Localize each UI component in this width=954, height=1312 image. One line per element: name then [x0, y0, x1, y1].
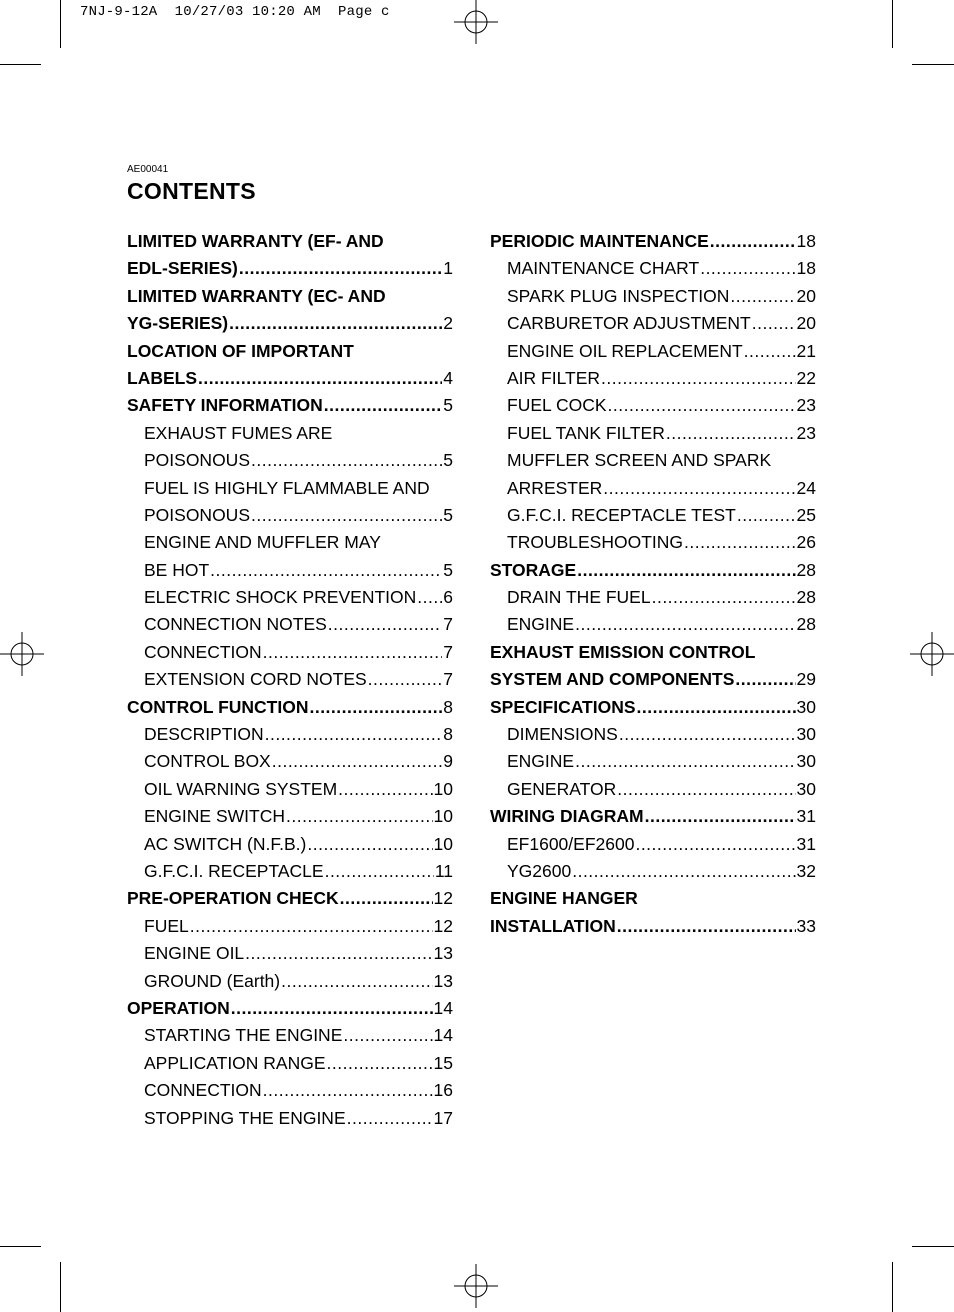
toc-entry-label: FUEL TANK FILTER: [507, 422, 665, 443]
toc-dot-leader: [263, 639, 443, 666]
toc-entry: [490, 858, 816, 885]
toc-entry: [127, 502, 453, 529]
toc-page-number: 30: [796, 778, 816, 799]
toc-left-column: [127, 228, 453, 1132]
toc-entry: [127, 803, 453, 830]
toc-entry: [127, 968, 453, 995]
toc-entry-label: ENGINE HANGER: [490, 888, 638, 909]
toc-dot-leader: [263, 1077, 433, 1104]
toc-entry-label: FUEL COCK: [507, 395, 607, 416]
crop-mark-top-right-vertical: [892, 0, 893, 48]
toc-entry: [490, 557, 816, 584]
toc-entry: [127, 666, 453, 693]
toc-entry: [490, 803, 816, 830]
crop-mark-bottom-left-horizontal: [0, 1246, 41, 1247]
toc-dot-leader: [575, 748, 795, 775]
toc-page-number: 30: [796, 696, 816, 717]
toc-dot-leader: [286, 803, 433, 830]
toc-dot-leader: [229, 310, 442, 337]
toc-entry: [490, 721, 816, 748]
toc-dot-leader: [190, 913, 433, 940]
toc-page-number: 28: [796, 559, 816, 580]
toc-dot-leader: [272, 748, 443, 775]
toc-page-number: 22: [796, 367, 816, 388]
toc-page-number: 9: [443, 751, 453, 772]
toc-entry-label: CARBURETOR ADJUSTMENT: [507, 313, 751, 334]
toc-entry: [490, 283, 816, 310]
toc-entry-label: ENGINE OIL: [144, 943, 245, 964]
toc-entry: [490, 392, 816, 419]
toc-page-number: 18: [796, 258, 816, 279]
toc-page-number: 20: [796, 313, 816, 334]
toc-dot-leader: [265, 721, 443, 748]
toc-dot-leader: [198, 365, 442, 392]
toc-entry-label: EF1600/EF2600: [507, 833, 635, 854]
toc-entry-label: YG2600: [507, 860, 572, 881]
toc-page-number: 5: [443, 504, 453, 525]
toc-entry: [127, 885, 453, 912]
toc-entry-label: CONNECTION: [144, 641, 262, 662]
toc-entry: [127, 748, 453, 775]
toc-page-number: 8: [443, 724, 453, 745]
toc-page-number: 4: [443, 367, 453, 388]
toc-entry-heading-line: [490, 639, 816, 666]
toc-dot-leader: [744, 338, 796, 365]
crop-mark-top-right-horizontal: [912, 64, 954, 65]
toc-dot-leader: [307, 831, 432, 858]
toc-page-number: 28: [796, 587, 816, 608]
toc-entry: [127, 365, 453, 392]
toc-dot-leader: [652, 584, 796, 611]
toc-entry: [490, 310, 816, 337]
toc-page-number: 15: [433, 1052, 453, 1073]
toc-entry-label: EXHAUST EMISSION CONTROL: [490, 641, 756, 662]
toc-dot-leader: [572, 858, 795, 885]
toc-entry-label: SPECIFICATIONS: [490, 696, 636, 717]
toc-page-number: 12: [433, 915, 453, 936]
crop-mark-bottom-right-vertical: [892, 1262, 893, 1312]
toc-dot-leader: [327, 1050, 433, 1077]
toc-entry-heading-line: [127, 228, 453, 255]
toc-entry-label: SYSTEM AND COMPONENTS: [490, 669, 735, 690]
toc-entry: [127, 584, 453, 611]
page-title: CONTENTS: [127, 178, 256, 204]
toc-entry-label: LOCATION OF IMPORTANT: [127, 340, 354, 361]
toc-page-number: 32: [796, 860, 816, 881]
toc-entry-label: GROUND (Earth): [144, 970, 281, 991]
toc-entry-label: STORAGE: [490, 559, 577, 580]
toc-page-number: 13: [433, 970, 453, 991]
toc-entry-label: ENGINE: [507, 614, 575, 635]
toc-page-number: 14: [433, 997, 453, 1018]
toc-page-number: 11: [434, 860, 453, 881]
toc-page-number: 2: [443, 313, 453, 334]
crop-mark-bottom-right-horizontal: [912, 1246, 954, 1247]
toc-entry-label: SPARK PLUG INSPECTION: [507, 285, 730, 306]
toc-entry: [127, 255, 453, 282]
toc-entry-label: CONTROL FUNCTION: [127, 696, 309, 717]
registration-mark-left-icon: [0, 632, 44, 676]
toc-entry: [490, 831, 816, 858]
toc-entry-heading-line: [127, 475, 453, 502]
toc-entry: [490, 694, 816, 721]
toc-entry-label: EXHAUST FUMES ARE: [144, 422, 333, 443]
toc-entry: [127, 913, 453, 940]
toc-entry: [127, 611, 453, 638]
toc-page-number: 5: [443, 450, 453, 471]
toc-entry: [490, 228, 816, 255]
toc-entry: [127, 858, 453, 885]
toc-entry: [490, 529, 816, 556]
toc-dot-leader: [735, 666, 795, 693]
toc-page-number: 18: [796, 231, 816, 251]
crop-mark-bottom-left-vertical: [60, 1262, 61, 1312]
toc-entry: [127, 694, 453, 721]
toc-dot-leader: [338, 776, 432, 803]
toc-dot-leader: [417, 584, 442, 611]
toc-dot-leader: [281, 968, 432, 995]
toc-dot-leader: [324, 392, 443, 419]
toc-entry-label: TROUBLESHOOTING: [507, 532, 683, 553]
toc-entry: [490, 475, 816, 502]
toc-dot-leader: [251, 447, 442, 474]
toc-dot-leader: [666, 420, 796, 447]
toc-page-number: 33: [796, 915, 816, 936]
toc-dot-leader: [328, 611, 442, 638]
toc-page-number: 20: [796, 285, 816, 306]
registration-mark-right-icon: [910, 632, 954, 676]
toc-dot-leader: [239, 255, 442, 282]
toc-page-number: 7: [443, 641, 453, 662]
toc-entry-label: STARTING THE ENGINE: [144, 1025, 343, 1046]
toc-entry-label: PERIODIC MAINTENANCE: [490, 231, 709, 251]
toc-entry-label: PRE-OPERATION CHECK: [127, 888, 339, 909]
toc-entry-heading-line: [127, 338, 453, 365]
toc-entry-label: INSTALLATION: [490, 915, 616, 936]
toc-entry-label: GENERATOR: [507, 778, 617, 799]
toc-entry-label: POISONOUS: [144, 450, 250, 471]
toc-entry-label: LIMITED WARRANTY (EF- AND: [127, 231, 384, 251]
toc-entry: [490, 776, 816, 803]
toc-entry: [127, 392, 453, 419]
toc-entry-heading-line: [127, 420, 453, 447]
toc-entry-label: AC SWITCH (N.F.B.): [144, 833, 307, 854]
toc-entry-label: SAFETY INFORMATION: [127, 395, 323, 416]
toc-dot-leader: [368, 666, 443, 693]
toc-page-number: 16: [433, 1080, 453, 1101]
toc-entry-label: STOPPING THE ENGINE: [144, 1107, 346, 1128]
toc-page-number: 23: [796, 422, 816, 443]
print-slug-line: 7NJ-9-12A 10/27/03 10:20 AM Page c: [80, 4, 390, 20]
toc-entry: [127, 776, 453, 803]
toc-entry-label: DRAIN THE FUEL: [507, 587, 651, 608]
toc-entry: [127, 831, 453, 858]
toc-entry-label: G.F.C.I. RECEPTACLE TEST: [507, 504, 736, 525]
crop-mark-top-left-horizontal: [0, 64, 41, 65]
toc-page-number: 24: [796, 477, 816, 498]
toc-entry: [490, 502, 816, 529]
toc-dot-leader: [617, 913, 796, 940]
toc-page-number: 30: [796, 751, 816, 772]
toc-entry-label: AIR FILTER: [507, 367, 601, 388]
toc-dot-leader: [601, 365, 796, 392]
toc-entry: [490, 255, 816, 282]
toc-dot-leader: [617, 776, 795, 803]
toc-entry: [490, 666, 816, 693]
toc-entry-label: ARRESTER: [507, 477, 603, 498]
toc-entry-label: DIMENSIONS: [507, 724, 618, 745]
toc-dot-leader: [603, 475, 795, 502]
toc-page-number: 10: [433, 806, 453, 827]
toc-page-number: 12: [433, 888, 453, 909]
toc-dot-leader: [608, 392, 796, 419]
toc-page-number: 5: [443, 559, 453, 580]
toc-entry-heading-line: [127, 283, 453, 310]
toc-entry: [490, 338, 816, 365]
toc-page-number: 25: [796, 504, 816, 525]
toc-page-number: 1: [443, 258, 453, 279]
toc-entry: [127, 310, 453, 337]
toc-entry-label: FUEL IS HIGHLY FLAMMABLE AND: [144, 477, 430, 498]
toc-entry-label: YG-SERIES): [127, 313, 229, 334]
toc-dot-leader: [619, 721, 796, 748]
toc-dot-leader: [325, 858, 434, 885]
toc-dot-leader: [251, 502, 442, 529]
toc-dot-leader: [684, 529, 796, 556]
toc-page-number: 23: [796, 395, 816, 416]
toc-entry-label: WIRING DIAGRAM: [490, 806, 644, 827]
toc-entry: [127, 1105, 453, 1132]
toc-page-number: 17: [433, 1107, 453, 1128]
toc-dot-leader: [343, 1022, 432, 1049]
toc-entry-label: ENGINE AND MUFFLER MAY: [144, 532, 381, 553]
toc-entry-label: ENGINE SWITCH: [144, 806, 285, 827]
registration-mark-bottom-icon: [454, 1264, 498, 1308]
toc-dot-leader: [645, 803, 796, 830]
toc-page-number: 7: [443, 669, 453, 690]
toc-entry: [127, 1050, 453, 1077]
toc-entry-label: POISONOUS: [144, 504, 250, 525]
toc-page-number: 31: [796, 806, 816, 827]
toc-page-number: 21: [796, 340, 816, 361]
toc-dot-leader: [635, 831, 795, 858]
toc-entry-label: EDL-SERIES): [127, 258, 238, 279]
toc-entry-label: MAINTENANCE CHART: [507, 258, 700, 279]
toc-page-number: 30: [796, 724, 816, 745]
toc-entry-label: CONNECTION NOTES: [144, 614, 327, 635]
toc-entry: [490, 611, 816, 638]
toc-entry-label: ENGINE: [507, 751, 575, 772]
toc-entry-label: MUFFLER SCREEN AND SPARK: [507, 450, 772, 471]
toc-entry: [127, 721, 453, 748]
toc-dot-leader: [730, 283, 795, 310]
toc-entry-label: FUEL: [144, 915, 189, 936]
toc-entry-label: EXTENSION CORD NOTES: [144, 669, 367, 690]
toc-entry: [127, 940, 453, 967]
toc-entry-label: ELECTRIC SHOCK PREVENTION: [144, 587, 417, 608]
toc-page-number: 8: [443, 696, 453, 717]
registration-mark-top-icon: [454, 0, 498, 44]
toc-dot-leader: [340, 885, 433, 912]
toc-entry: [127, 1022, 453, 1049]
toc-entry-label: G.F.C.I. RECEPTACLE: [144, 860, 324, 881]
toc-dot-leader: [309, 694, 442, 721]
document-code: AE00041: [127, 164, 169, 175]
toc-dot-leader: [577, 557, 795, 584]
toc-entry: [127, 447, 453, 474]
toc-entry: [127, 1077, 453, 1104]
toc-page-number: 28: [796, 614, 816, 635]
toc-page-number: 14: [433, 1025, 453, 1046]
toc-entry: [490, 420, 816, 447]
toc-page-number: 10: [433, 778, 453, 799]
toc-page-number: 6: [443, 587, 453, 608]
toc-dot-leader: [710, 228, 796, 255]
toc-entry-label: APPLICATION RANGE: [144, 1052, 326, 1073]
toc-entry-label: LABELS: [127, 367, 197, 388]
toc-page-number: 5: [443, 395, 453, 416]
toc-entry-heading-line: [490, 885, 816, 912]
toc-page-number: 26: [796, 532, 816, 553]
toc-dot-leader: [210, 557, 442, 584]
toc-entry: [490, 584, 816, 611]
toc-dot-leader: [245, 940, 432, 967]
toc-right-column: [490, 228, 816, 940]
toc-dot-leader: [231, 995, 433, 1022]
toc-entry: [490, 365, 816, 392]
toc-entry-label: OPERATION: [127, 997, 230, 1018]
toc-page-number: 7: [443, 614, 453, 635]
toc-entry: [490, 913, 816, 940]
toc-entry: [490, 748, 816, 775]
toc-dot-leader: [700, 255, 795, 282]
toc-entry-label: OIL WARNING SYSTEM: [144, 778, 338, 799]
toc-page-number: 29: [796, 669, 816, 690]
toc-dot-leader: [347, 1105, 433, 1132]
toc-dot-leader: [752, 310, 796, 337]
toc-dot-leader: [737, 502, 796, 529]
toc-entry: [127, 557, 453, 584]
toc-entry-label: CONNECTION: [144, 1080, 262, 1101]
toc-dot-leader: [637, 694, 796, 721]
toc-entry-label: ENGINE OIL REPLACEMENT: [507, 340, 743, 361]
toc-page-number: 13: [433, 943, 453, 964]
toc-page-number: 31: [796, 833, 816, 854]
toc-entry-label: CONTROL BOX: [144, 751, 271, 772]
toc-entry: [127, 639, 453, 666]
toc-entry-label: BE HOT: [144, 559, 210, 580]
toc-entry-heading-line: [127, 529, 453, 556]
toc-page-number: 10: [433, 833, 453, 854]
toc-entry-label: DESCRIPTION: [144, 724, 264, 745]
toc-entry-heading-line: [490, 447, 816, 474]
toc-dot-leader: [575, 611, 795, 638]
toc-entry: [127, 995, 453, 1022]
toc-entry-label: LIMITED WARRANTY (EC- AND: [127, 285, 386, 306]
crop-mark-top-left-vertical: [60, 0, 61, 48]
